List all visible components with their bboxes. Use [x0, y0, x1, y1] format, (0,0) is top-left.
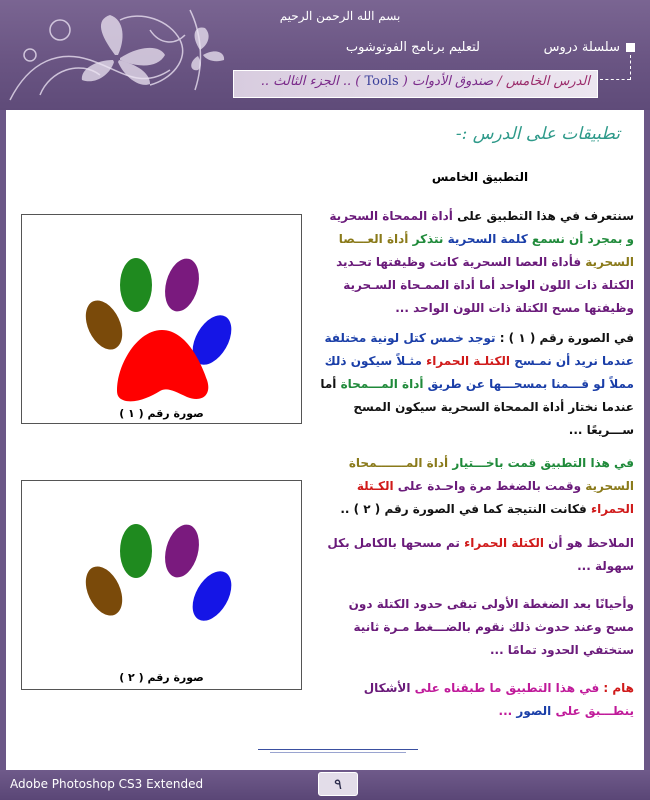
application-title: التطبيق الخامس [431, 170, 529, 184]
checkbox-icon [626, 43, 635, 52]
paragraph-intro [319, 205, 634, 320]
section-heading: تطبيقات على الدرس :- [455, 124, 620, 144]
purple-blob [160, 521, 205, 581]
text-segment: فكانت النتيجة كما في الصورة رقم ( ٢ ) .. [340, 502, 591, 516]
lesson-number: الدرس الخامس / [497, 74, 590, 89]
text-segment: أداة المـــمحاة [340, 377, 424, 391]
text-segment: الكتلة الحمراء [464, 536, 544, 550]
brown-blob [79, 295, 130, 356]
text-segment: أداة المـــــــمحاة السحرية [348, 456, 634, 493]
lesson-topic: صندوق الأدوات ( [402, 74, 494, 89]
paragraph-result [319, 452, 634, 521]
text-segment: أما عندما نختار أداة الممحاة السحرية سيكون المسح ســـريعًا ... [320, 377, 634, 437]
text-segment: و بمجرد أن نسمع [527, 232, 634, 246]
text-segment: في الصورة رقم ( ١ ) : [499, 331, 634, 345]
page-header [0, 0, 650, 110]
text-segment: هام : [603, 681, 634, 695]
footer-app-name: Adobe Photoshop CS3 Extended [10, 777, 204, 791]
text-segment: مختلفة عندما نريد أن نمـسح [324, 331, 634, 368]
lesson-topic-en: Tools [364, 74, 399, 89]
divider-line-light [270, 752, 406, 753]
page-number: ٩ [318, 772, 358, 796]
paragraph-tip [319, 593, 634, 662]
text-segment: نتذكر [408, 232, 448, 246]
blue-blob [185, 565, 240, 628]
paragraph-note [319, 532, 634, 578]
text-segment: الأشكال [363, 681, 411, 695]
purple-blob [160, 255, 205, 315]
text-segment: الكـتلة الحمراء [356, 479, 634, 516]
text-segment: أداة العـــصا السحرية [338, 232, 634, 269]
text-segment: أداة الممحاة السحرية [329, 209, 453, 223]
figure-2-caption: صورة رقم ( ٢ ) [119, 671, 204, 684]
text-segment: وأحيانًا بعد الضغطة الأولى تبقى حدود الكتلة دون مسح وعند حدوث ذلك نقوم بالضـــغط مـرة ثانية ستختفي الحدود تمامًا ... [348, 597, 634, 657]
text-segment: سنتعرف في هذا التطبيق على [452, 209, 634, 223]
text-segment: ينطـــبق على [551, 704, 634, 718]
paragraph-image1 [319, 327, 634, 442]
series-subject: لتعليم برنامج الفوتوشوب [345, 40, 480, 55]
text-segment: الصور [516, 704, 552, 718]
lesson-title [240, 74, 590, 89]
basmala: بسم الله الرحمن الرحيم [279, 9, 401, 23]
green-blob [120, 524, 152, 578]
figure-2 [21, 480, 302, 690]
divider-line [258, 749, 418, 750]
lesson-part: ) .. الجزء الثالث .. [260, 74, 361, 89]
text-segment: مثـلاً سيكون ذلك مملاً لو قـــمنا بمسحـــها عن طريق [324, 354, 634, 391]
green-blob [120, 258, 152, 312]
text-segment: في هذا التطبيق قمت باخـــتيار [448, 456, 634, 470]
text-segment: وقمت بالضغط مرة واحـدة على [393, 479, 586, 493]
figure-1-caption: صورة رقم ( ١ ) [119, 407, 204, 420]
dashed-line-vertical [630, 55, 631, 80]
text-segment: توجد خمس كتل لونية [366, 331, 500, 345]
text-segment: فأداة العصا السحرية كانت وظيفتها تحـديد الكتلة ذات اللون الواحد [336, 255, 634, 292]
series-name: سلسلة دروس [543, 40, 620, 55]
dashed-line [600, 79, 630, 80]
figure-1 [21, 214, 302, 424]
text-segment: الملاحظ هو أن [543, 536, 634, 550]
text-segment: كلمة السحرية [447, 232, 528, 246]
floral-ornament-icon [0, 0, 230, 110]
paragraph-important [319, 677, 634, 723]
text-segment: الكتلـة الحمراء [426, 354, 511, 368]
text-segment: أما أداة الممـحاة السـحرية وظيفتها مسح الكتلة ذات اللون الواحد ... [343, 278, 634, 315]
text-segment: تم مسحها بالكامل بكل سهولة ... [327, 536, 634, 573]
text-segment: في هذا التطبيق ما طبقناه على [410, 681, 604, 695]
page-footer [0, 770, 650, 800]
brown-blob [79, 561, 130, 622]
text-segment: ... [498, 704, 517, 718]
